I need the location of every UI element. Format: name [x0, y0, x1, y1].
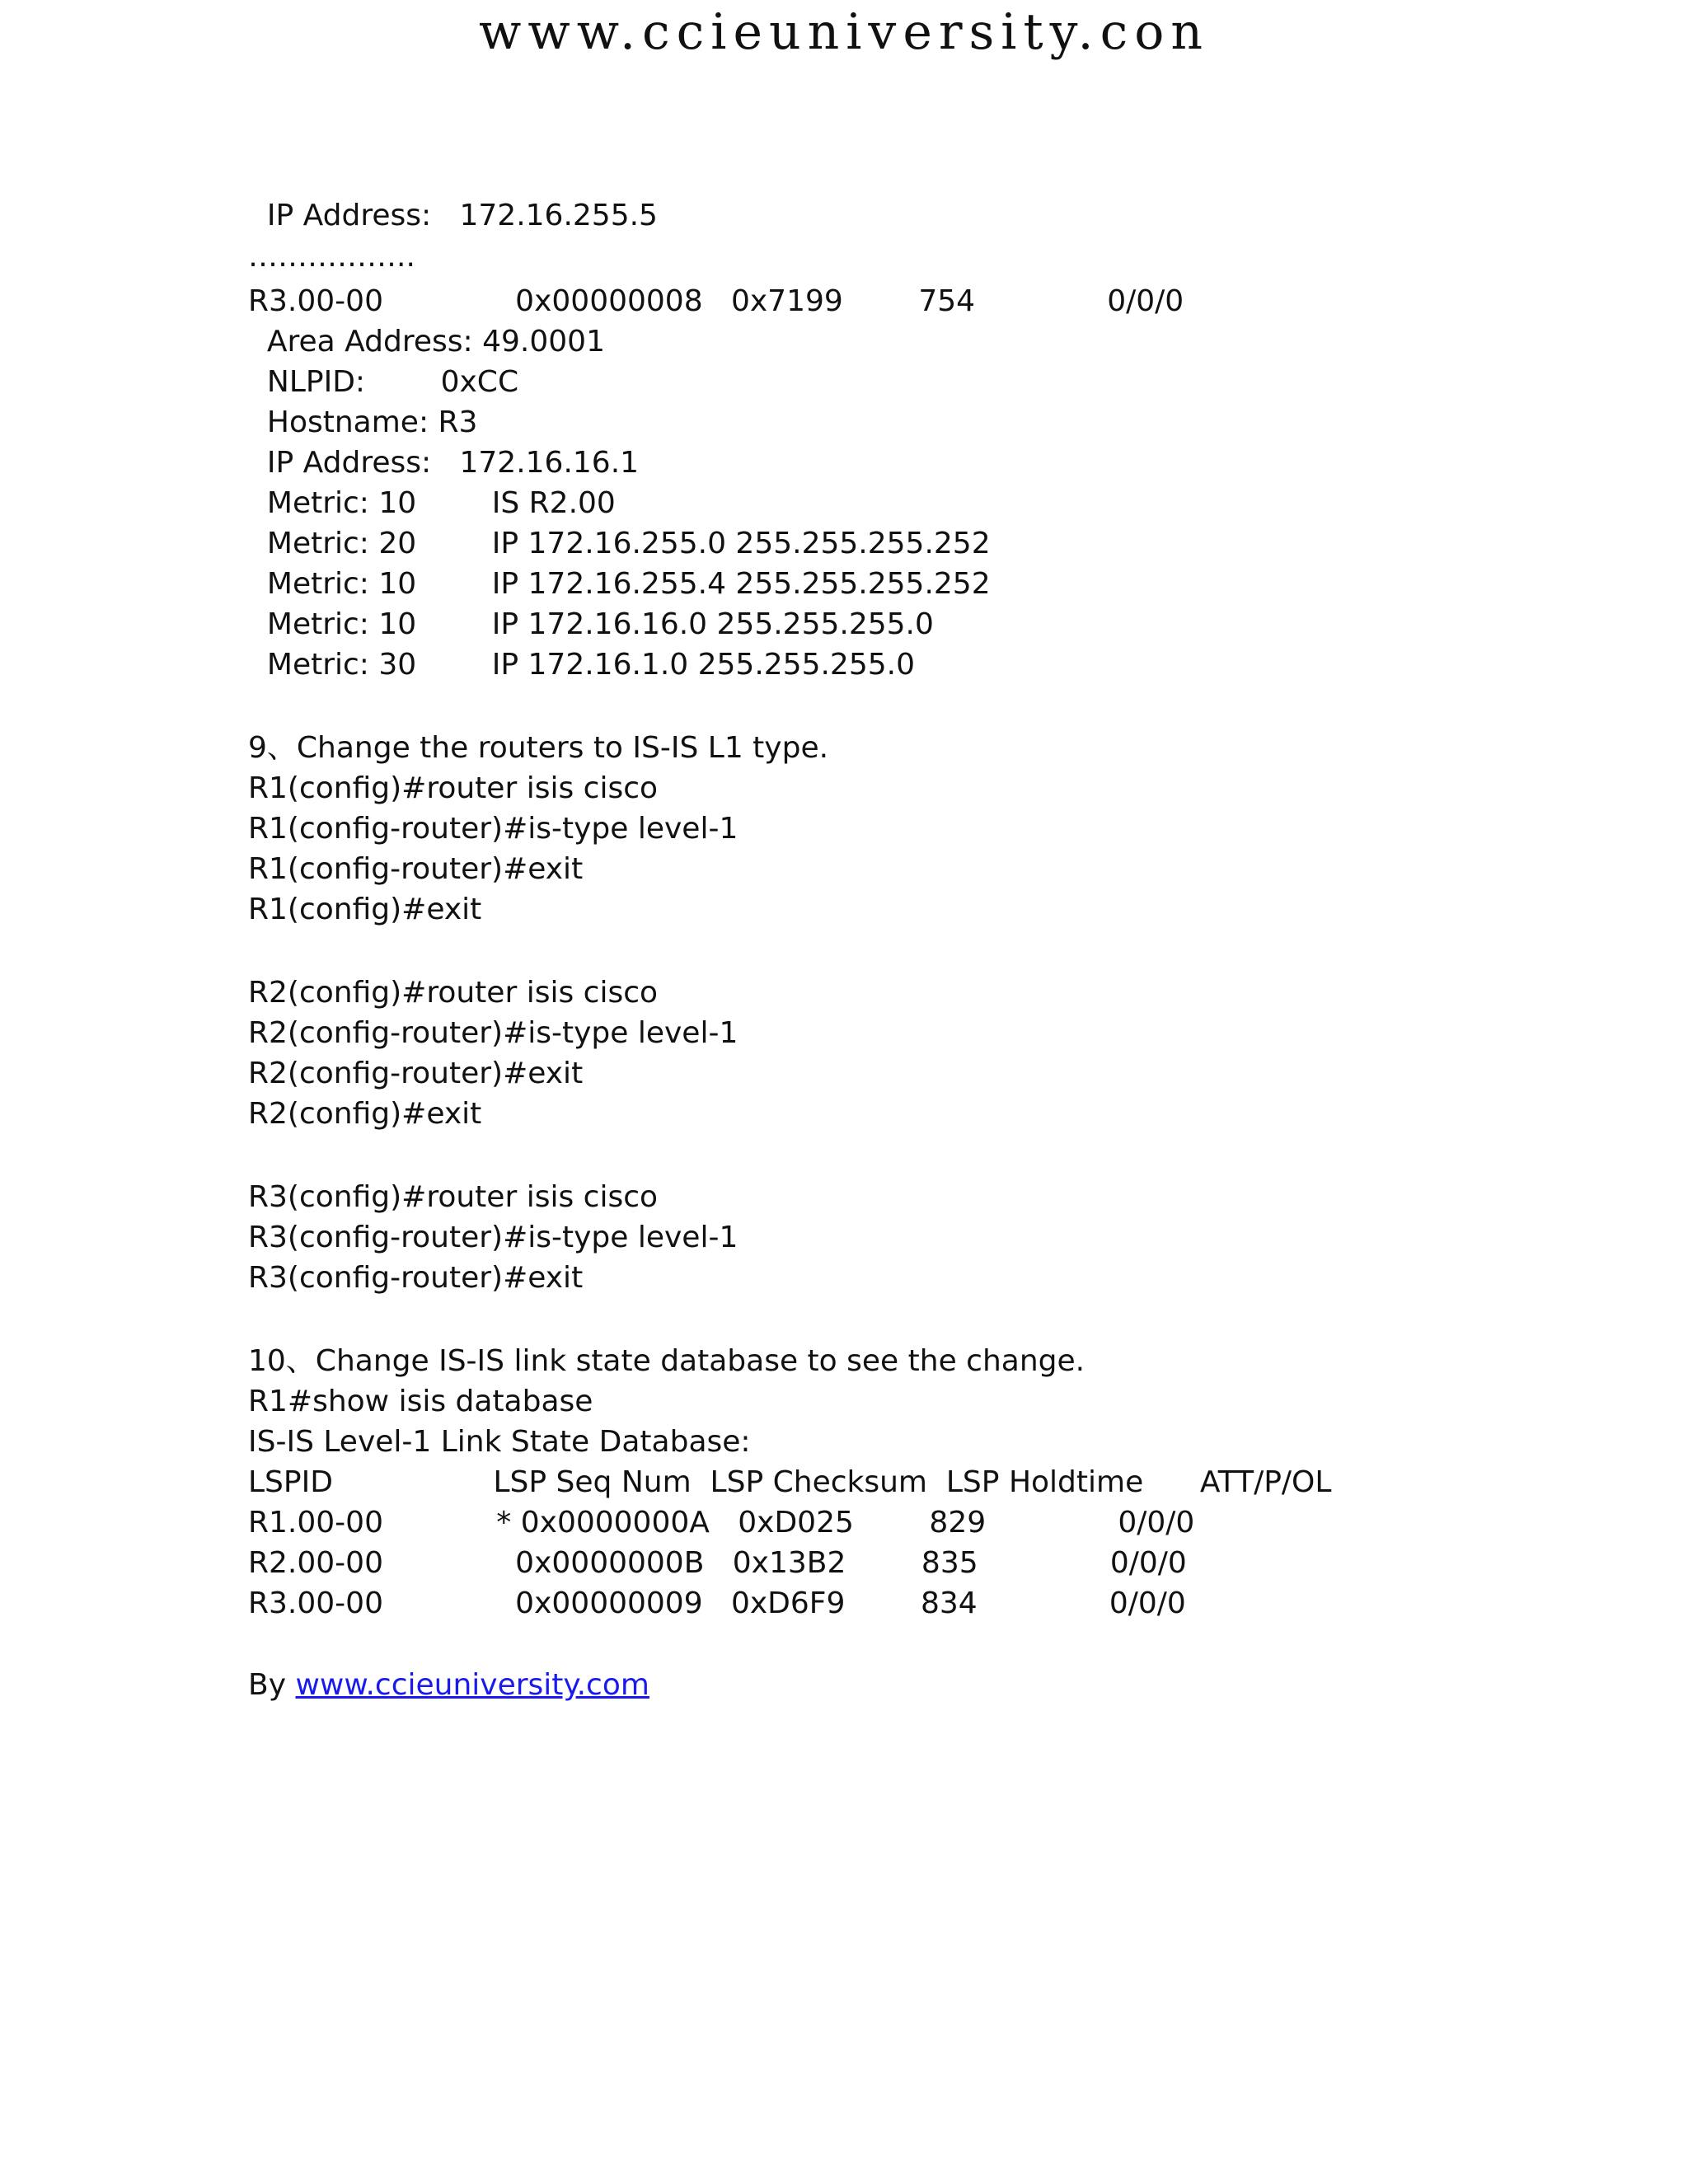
config-line: R3(config-router)#exit [248, 1261, 584, 1295]
metric-line: Metric: 10 IS R2.00 [248, 486, 616, 520]
footer-link[interactable]: www.ccieuniversity.com [295, 1668, 649, 1702]
nlpid-line: NLPID: 0xCC [248, 365, 519, 399]
config-line: R1(config-router)#exit [248, 852, 584, 886]
database-row: R3.00-00 0x00000009 0xD6F9 834 0/0/0 [248, 1586, 1186, 1620]
show-command: R1#show isis database [248, 1385, 593, 1418]
hostname-line: Hostname: R3 [248, 405, 478, 439]
config-line: R3(config)#router isis cisco [248, 1180, 659, 1214]
database-row: R2.00-00 0x0000000B 0x13B2 835 0/0/0 [248, 1546, 1187, 1580]
step-9-heading: 9、Change the routers to IS-IS L1 type. [248, 731, 829, 765]
config-line: R2(config-router)#is-type level-1 [248, 1016, 738, 1050]
metric-line: Metric: 10 IP 172.16.255.4 255.255.255.252 [248, 567, 991, 601]
config-line: R2(config)#exit [248, 1097, 482, 1131]
area-address-line: Area Address: 49.0001 [248, 325, 605, 359]
ip-address-line: IP Address: 172.16.255.5 [248, 199, 658, 232]
database-header-row: LSPID LSP Seq Num LSP Checksum LSP Holdtime ATT/P/OL [248, 1465, 1332, 1499]
config-line: R1(config)#router isis cisco [248, 771, 659, 805]
database-row: R1.00-00 * 0x0000000A 0xD025 829 0/0/0 [248, 1506, 1195, 1540]
ip-address-line-2: IP Address: 172.16.16.1 [248, 446, 640, 480]
site-header: www.ccieuniversity.con [479, 3, 1209, 61]
config-line: R2(config-router)#exit [248, 1057, 584, 1090]
ellipsis-dots: …………….. [248, 240, 415, 274]
footer-byline [248, 1667, 649, 1704]
metric-line: Metric: 30 IP 172.16.1.0 255.255.255.0 [248, 648, 915, 682]
config-line: R3(config-router)#is-type level-1 [248, 1221, 738, 1254]
config-line: R2(config)#router isis cisco [248, 976, 659, 1010]
metric-line: Metric: 20 IP 172.16.255.0 255.255.255.252 [248, 527, 991, 560]
database-title: IS-IS Level-1 Link State Database: [248, 1425, 751, 1459]
metric-line: Metric: 10 IP 172.16.16.0 255.255.255.0 [248, 607, 934, 641]
config-line: R1(config-router)#is-type level-1 [248, 812, 738, 846]
config-line: R1(config)#exit [248, 893, 482, 926]
footer-by-label: By [248, 1668, 296, 1702]
lsp-entry-r3: R3.00-00 0x00000008 0x7199 754 0/0/0 [248, 284, 1184, 318]
step-10-heading: 10、Change IS-IS link state database to see the change. [248, 1344, 1085, 1378]
